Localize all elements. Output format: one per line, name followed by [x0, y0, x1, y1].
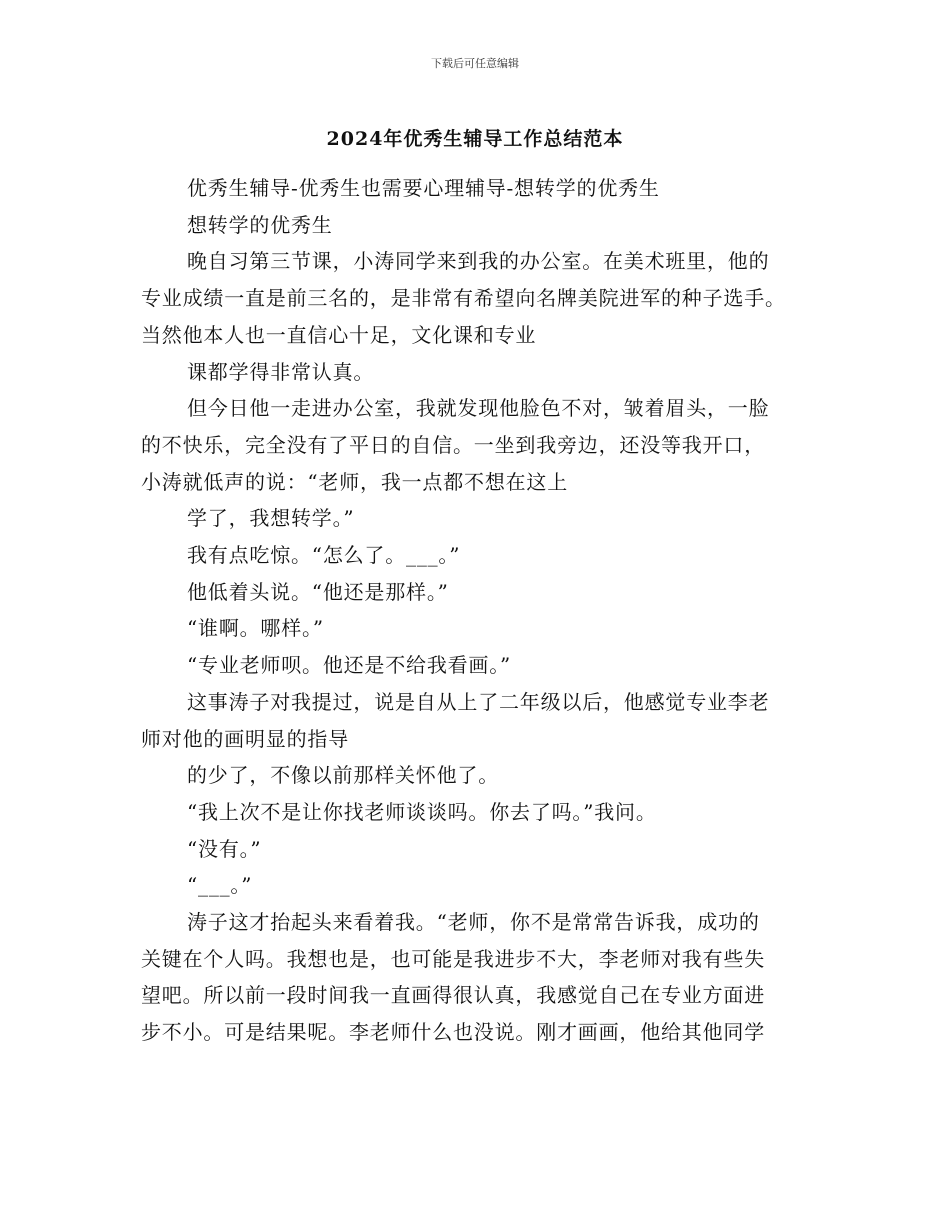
text-line: 的少了，不像以前那样关怀他了。 — [187, 763, 499, 788]
text-line: “没有。” — [187, 836, 262, 861]
text-line: 这事涛子对我提过，说是自从上了二年级以后，他感觉专业李老 — [187, 689, 770, 714]
text-line: “谁啊。哪样。” — [187, 616, 324, 641]
text-line: 步不小。可是结果呢。李老师什么也没说。刚才画画，他给其他同学 — [141, 1020, 765, 1045]
text-line: “___。” — [187, 873, 253, 898]
header-note: 下载后可任意编辑 — [431, 57, 519, 70]
text-line: 优秀生辅导-优秀生也需要心理辅导-想转学的优秀生 — [187, 176, 660, 200]
text-line: 但今日他一走进办公室，我就发现他脸色不对，皱着眉头，一脸 — [187, 396, 770, 421]
text-line: 涛子这才抬起头来看着我。“老师，你不是常常告诉我，成功的 — [187, 910, 760, 935]
document-body — [141, 170, 841, 1051]
text-line: 望吧。所以前一段时间我一直画得很认真，我感觉自己在专业方面进 — [141, 983, 765, 1008]
text-line: “专业老师呗。他还是不给我看画。” — [187, 653, 512, 678]
text-line: “我上次不是让你找老师谈谈吗。你去了吗。”我问。 — [187, 799, 657, 824]
text-line: 关键在个人吗。我想也是，也可能是我进步不大，李老师对我有些失 — [141, 946, 765, 971]
text-line: 晚自习第三节课，小涛同学来到我的办公室。在美术班里，他的 — [187, 249, 770, 274]
text-line: 师对他的画明显的指导 — [141, 726, 349, 751]
text-line: 专业成绩一直是前三名的，是非常有希望向名牌美院进军的种子选手。 — [141, 286, 786, 311]
text-line: 他低着头说。“他还是那样。” — [187, 579, 449, 604]
text-line: 想转学的优秀生 — [187, 212, 333, 237]
text-line: 小涛就低声的说：“老师，我一点都不想在这上 — [141, 469, 569, 494]
document-title: 2024年优秀生辅导工作总结范本 — [326, 128, 624, 150]
text-line: 当然他本人也一直信心十足，文化课和专业 — [141, 322, 537, 347]
text-line: 的不快乐，完全没有了平日的自信。一坐到我旁边，还没等我开口， — [141, 432, 765, 457]
text-line: 我有点吃惊。“怎么了。___。” — [187, 543, 461, 568]
text-line: 课都学得非常认真。 — [187, 359, 375, 384]
text-line: 学了，我想转学。” — [187, 506, 355, 531]
